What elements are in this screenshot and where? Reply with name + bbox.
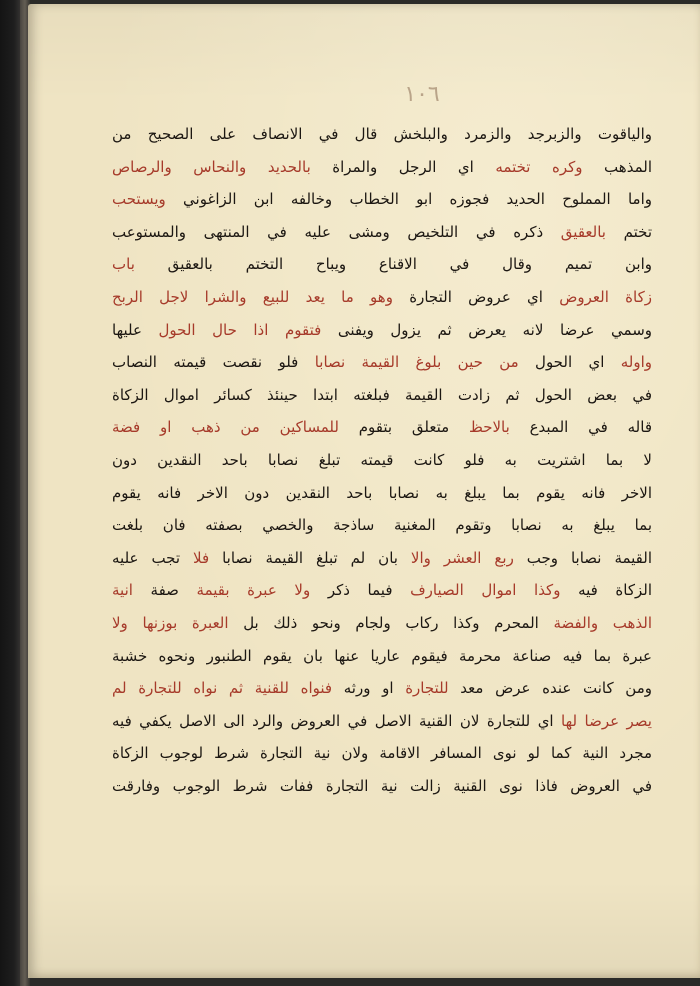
text-line bbox=[112, 248, 652, 281]
text-line bbox=[112, 411, 652, 444]
text-segment: عبرة بما فيه صناعة محرمة فيقوم عاريا عنها bbox=[334, 646, 652, 665]
text-line bbox=[112, 281, 652, 314]
rubric-segment: للتجارة bbox=[405, 679, 449, 698]
text-line bbox=[112, 542, 652, 575]
text-segment: في بعض الحول ثم زادت القيمة فبلغته ابتدا حينئذ كسائر اموال الزكاة bbox=[112, 385, 652, 404]
text-line bbox=[112, 770, 652, 803]
rubric-segment: العبرة بوزنها ولا bbox=[112, 613, 229, 632]
text-segment: تجب عليه bbox=[112, 548, 193, 567]
text-segment: فيما ذكر bbox=[310, 581, 411, 600]
text-segment: اي للتجارة لان القنية الاصل في العروض والرد الى الاصل يكفي فيه bbox=[112, 711, 562, 730]
text-line bbox=[112, 705, 652, 738]
text-segment: القيمة نصابا وجب bbox=[513, 548, 652, 567]
text-segment: واما المملوح الحديد فجوزه ابو الخطاب وخالفه ابن الزاغوني bbox=[165, 190, 652, 209]
text-segment: بان يقوم الطنبور ونحوه خشبة bbox=[112, 646, 335, 665]
rubric-segment: ويستحب bbox=[112, 190, 166, 209]
rubric-segment: وكره تختمه bbox=[495, 157, 583, 176]
rubric-segment: للمساكين من ذهب او فضة bbox=[112, 418, 339, 437]
text-segment: اي الرجل والمراة bbox=[310, 157, 496, 176]
text-line bbox=[112, 477, 652, 510]
text-segment: ومن كانت عنده عرض معد bbox=[448, 679, 652, 698]
rubric-segment: واوله bbox=[620, 353, 652, 372]
text-line bbox=[112, 509, 652, 542]
text-segment: في العروض فاذا نوى القنية زالت نية التجارة ففات شرط الوجوب وفارقت bbox=[112, 776, 652, 795]
text-segment: عليها bbox=[112, 320, 159, 339]
text-segment: مجرد النية كما لو نوى المسافر الاقامة ولان نية التجارة شرط لوجوب الزكاة bbox=[112, 744, 652, 763]
folio-number: ١٠٦ bbox=[404, 82, 440, 107]
text-segment: فلو نقصت قيمته النصاب bbox=[112, 353, 315, 372]
text-line bbox=[112, 118, 652, 151]
rubric-segment: بالعقيق bbox=[560, 222, 606, 241]
rubric-segment: الذهب والفضة bbox=[553, 613, 652, 632]
text-segment: المذهب bbox=[582, 157, 652, 176]
text-line bbox=[112, 640, 652, 673]
rubric-segment: فلا bbox=[193, 548, 210, 567]
text-line bbox=[112, 379, 652, 412]
text-segment: اي الحول bbox=[518, 353, 621, 372]
rubric-segment: ولا عبرة بقيمة bbox=[196, 581, 311, 600]
rubric-segment: ربع العشر والا bbox=[410, 548, 514, 567]
text-segment: صفة bbox=[132, 581, 197, 600]
text-line bbox=[112, 314, 652, 347]
text-segment: بما يبلغ به نصابا وتقوم المغنية ساذجة والخصي بصفته فان بلغت bbox=[112, 516, 652, 535]
text-line bbox=[112, 183, 652, 216]
text-line bbox=[112, 216, 652, 249]
text-line bbox=[112, 151, 652, 184]
text-block bbox=[112, 118, 652, 802]
rubric-segment: زكاة العروض bbox=[559, 287, 652, 306]
text-segment: وسمي عرضا لانه يعرض ثم يزول ويفنى bbox=[321, 320, 652, 339]
text-segment: وابن تميم وقال في الاقناع ويباح التختم بالعقيق bbox=[134, 255, 652, 274]
text-line bbox=[112, 346, 652, 379]
text-segment: الاخر فانه يقوم بما يبلغ به نصابا باحد النقدين دون الاخر فانه يقوم bbox=[112, 483, 652, 502]
text-segment: ذكره في التلخيص ومشى عليه في المنتهى والمستوعب bbox=[112, 222, 561, 241]
text-line bbox=[112, 672, 652, 705]
text-line bbox=[112, 574, 652, 607]
text-segment: المحرم وكذا ركاب ولجام ونحو ذلك بل bbox=[228, 613, 554, 632]
text-segment: او ورثه bbox=[332, 679, 406, 698]
rubric-segment: انية bbox=[112, 581, 133, 600]
rubric-segment: فنواه للقنية ثم نواه للتجارة لم bbox=[112, 679, 333, 698]
text-line bbox=[112, 444, 652, 477]
text-segment: قاله في المبدع bbox=[509, 418, 652, 437]
rubric-segment: يصر عرضا لها bbox=[561, 711, 652, 730]
text-segment: بان لم تبلغ القيمة نصابا bbox=[209, 548, 411, 567]
text-segment: الزكاة فيه bbox=[560, 581, 652, 600]
rubric-segment: من حين بلوغ القيمة نصابا bbox=[314, 353, 519, 372]
text-segment: لا بما اشتريت به فلو كانت قيمته تبلغ نصابا باحد النقدين دون bbox=[112, 450, 652, 469]
rubric-segment: بالاحظ bbox=[468, 418, 510, 437]
text-line bbox=[112, 737, 652, 770]
text-line bbox=[112, 607, 652, 640]
rubric-segment: وهو ما يعد للبيع والشرا لاجل الربح bbox=[112, 287, 393, 306]
text-segment: متعلق بتقوم bbox=[338, 418, 469, 437]
rubric-segment: فتقوم اذا حال الحول bbox=[158, 320, 322, 339]
rubric-segment: بالحديد والنحاس والرصاص bbox=[112, 157, 311, 176]
rubric-segment: باب bbox=[112, 255, 135, 274]
text-segment: تختم bbox=[605, 222, 652, 241]
text-segment: والياقوت والزبرجد والزمرد والبلخش قال في الانصاف على الصحيح من bbox=[112, 125, 652, 143]
text-segment: اي عروض التجارة bbox=[392, 287, 560, 306]
rubric-segment: وكذا اموال الصيارف bbox=[410, 581, 561, 600]
